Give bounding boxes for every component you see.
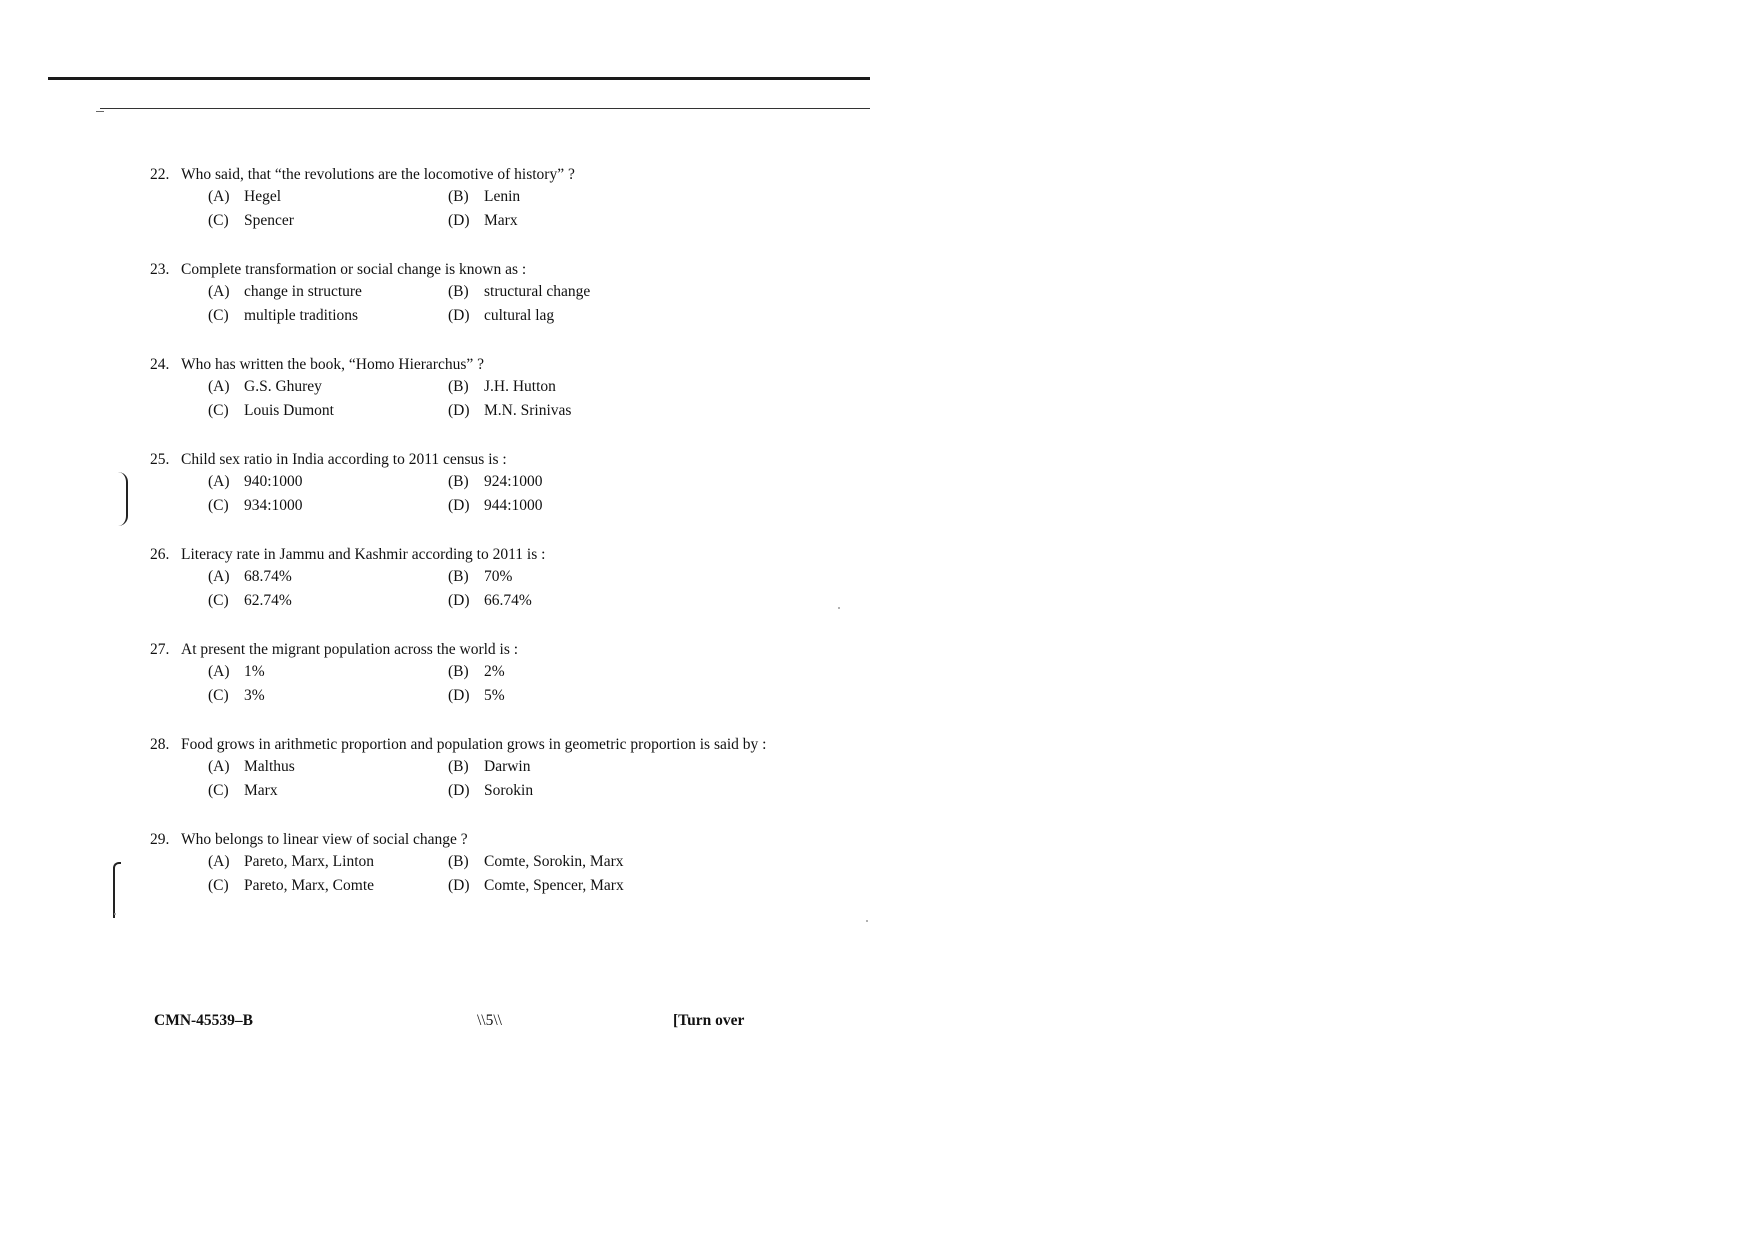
scan-speck bbox=[114, 913, 116, 915]
options-grid bbox=[208, 471, 790, 517]
options-grid bbox=[208, 566, 790, 612]
question-text: Who said, that “the revolutions are the locomotive of history” ? bbox=[181, 166, 575, 183]
question-text: Complete transformation or social change is known as : bbox=[181, 261, 527, 278]
question-25 bbox=[150, 449, 790, 517]
turn-over-note: [Turn over bbox=[673, 1012, 745, 1029]
option-a: (A) 1% bbox=[208, 663, 265, 680]
option-d: (D) cultural lag bbox=[448, 307, 555, 324]
option-b: (B) Darwin bbox=[448, 758, 531, 775]
page-number: \\5\\ bbox=[477, 1012, 502, 1029]
option-b: (B) 924:1000 bbox=[448, 473, 543, 490]
options-grid bbox=[208, 281, 790, 327]
option-a: (A) Malthus bbox=[208, 758, 295, 775]
option-b: (B) structural change bbox=[448, 283, 591, 300]
question-text: Who belongs to linear view of social change ? bbox=[181, 831, 468, 848]
question-list bbox=[150, 164, 790, 924]
question-number: 26. bbox=[150, 546, 170, 563]
question-number: 28. bbox=[150, 736, 170, 753]
option-a: (A) G.S. Ghurey bbox=[208, 378, 322, 395]
option-d: (D) 5% bbox=[448, 687, 505, 704]
option-c: (C) multiple traditions bbox=[208, 307, 359, 324]
option-a: (A) Hegel bbox=[208, 188, 282, 205]
option-b: (B) 70% bbox=[448, 568, 513, 585]
rule-tick-mark bbox=[96, 111, 104, 112]
question-number: 22. bbox=[150, 166, 170, 183]
question-text: Literacy rate in Jammu and Kashmir according to 2011 is : bbox=[181, 546, 546, 563]
question-number: 29. bbox=[150, 831, 170, 848]
question-29 bbox=[150, 829, 790, 897]
margin-bracket-mark bbox=[113, 862, 121, 918]
option-a: (A) Pareto, Marx, Linton bbox=[208, 853, 375, 870]
options-grid bbox=[208, 186, 790, 232]
question-27 bbox=[150, 639, 790, 707]
option-d: (D) 944:1000 bbox=[448, 497, 543, 514]
options-grid bbox=[208, 756, 790, 802]
question-text: At present the migrant population across the world is : bbox=[181, 641, 519, 658]
question-23 bbox=[150, 259, 790, 327]
question-22 bbox=[150, 164, 790, 232]
option-c: (C) 934:1000 bbox=[208, 497, 303, 514]
option-c: (C) Louis Dumont bbox=[208, 402, 334, 419]
option-d: (D) Marx bbox=[448, 212, 518, 229]
option-d: (D) 66.74% bbox=[448, 592, 532, 609]
option-c: (C) Spencer bbox=[208, 212, 294, 229]
option-c: (C) Pareto, Marx, Comte bbox=[208, 877, 375, 894]
option-d: (D) Sorokin bbox=[448, 782, 534, 799]
options-grid bbox=[208, 376, 790, 422]
option-d: (D) Comte, Spencer, Marx bbox=[448, 877, 624, 894]
question-number: 23. bbox=[150, 261, 170, 278]
option-b: (B) Comte, Sorokin, Marx bbox=[448, 853, 624, 870]
question-number: 27. bbox=[150, 641, 170, 658]
question-26 bbox=[150, 544, 790, 612]
top-rule-thin bbox=[100, 108, 870, 109]
margin-bracket-mark bbox=[118, 472, 128, 526]
option-c: (C) Marx bbox=[208, 782, 278, 799]
question-text: Who has written the book, “Homo Hierarchus” ? bbox=[181, 356, 485, 373]
options-grid bbox=[208, 661, 790, 707]
question-28 bbox=[150, 734, 790, 802]
option-c: (C) 62.74% bbox=[208, 592, 292, 609]
scan-speck bbox=[838, 607, 840, 609]
option-d: (D) M.N. Srinivas bbox=[448, 402, 572, 419]
option-a: (A) change in structure bbox=[208, 283, 362, 300]
option-b: (B) J.H. Hutton bbox=[448, 378, 556, 395]
paper-code: CMN-45539–B bbox=[154, 1012, 254, 1029]
option-a: (A) 68.74% bbox=[208, 568, 292, 585]
question-text: Child sex ratio in India according to 2011 census is : bbox=[181, 451, 507, 468]
option-c: (C) 3% bbox=[208, 687, 265, 704]
question-number: 24. bbox=[150, 356, 170, 373]
top-rule-thick bbox=[48, 77, 870, 80]
question-number: 25. bbox=[150, 451, 170, 468]
question-text: Food grows in arithmetic proportion and population grows in geometric proportion is said by : bbox=[181, 736, 767, 753]
scan-speck bbox=[866, 920, 868, 922]
options-grid bbox=[208, 851, 790, 897]
question-24 bbox=[150, 354, 790, 422]
option-b: (B) 2% bbox=[448, 663, 505, 680]
option-b: (B) Lenin bbox=[448, 188, 521, 205]
option-a: (A) 940:1000 bbox=[208, 473, 303, 490]
